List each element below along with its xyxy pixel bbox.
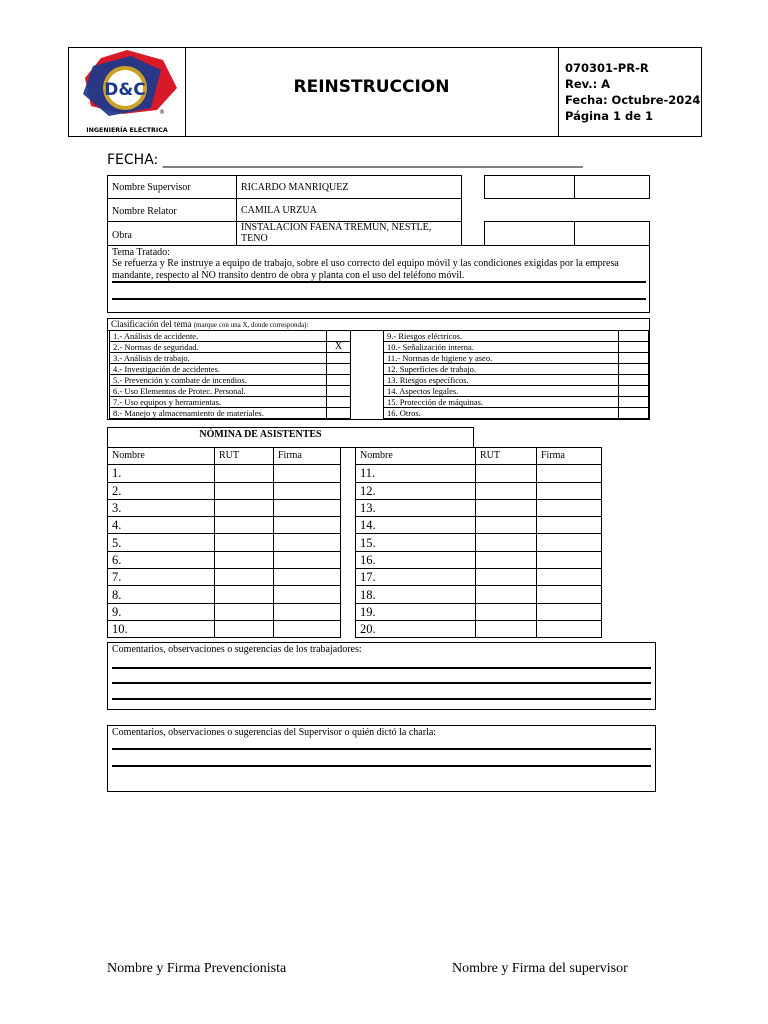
attendee-rut-cell[interactable] xyxy=(476,482,537,499)
attendee-firma-cell[interactable] xyxy=(537,620,602,637)
attendee-rut-cell[interactable] xyxy=(215,482,274,499)
attendee-firma-cell[interactable] xyxy=(274,586,341,603)
fecha-field[interactable]: FECHA: ____________________________________________________________ xyxy=(107,152,583,168)
attendee-firma-cell[interactable] xyxy=(537,551,602,568)
clasificacion-item-label: 8.- Manejo y almacenamiento de materiales. xyxy=(110,408,327,419)
attendee-row xyxy=(356,603,602,620)
relator-value: CAMILA URZUA xyxy=(241,205,317,216)
attendee-rut-cell[interactable] xyxy=(215,603,274,620)
attendee-firma-cell[interactable] xyxy=(537,534,602,551)
extra-field-1[interactable] xyxy=(484,175,575,199)
comentarios-supervisor-label: Comentarios, observaciones o sugerencias del Supervisor o quién dictó la charla: xyxy=(112,727,437,738)
relator-row xyxy=(107,198,462,222)
attendee-name-cell[interactable]: 11. xyxy=(356,465,476,482)
company-logo xyxy=(79,48,179,128)
attendee-firma-cell[interactable] xyxy=(274,551,341,568)
attendee-firma-cell[interactable] xyxy=(537,499,602,516)
clasificacion-item-checkbox[interactable] xyxy=(619,397,649,408)
obra-row xyxy=(107,221,462,246)
attendee-firma-cell[interactable] xyxy=(537,465,602,482)
clasificacion-row xyxy=(384,397,649,408)
clasificacion-item-checkbox[interactable] xyxy=(619,408,649,419)
clasificacion-item-checkbox[interactable] xyxy=(327,353,351,364)
attendee-firma-cell[interactable] xyxy=(274,517,341,534)
attendee-firma-cell[interactable] xyxy=(274,620,341,637)
col-rut: RUT xyxy=(215,448,274,465)
firma-supervisor: Nombre y Firma del supervisor xyxy=(452,961,628,976)
attendee-row xyxy=(108,482,341,499)
document-page: Página 1 de 1 xyxy=(565,109,654,123)
clasificacion-row xyxy=(110,331,351,342)
attendee-rut-cell[interactable] xyxy=(476,569,537,586)
attendee-row xyxy=(356,499,602,516)
supervisor-label: Nombre Supervisor xyxy=(112,182,191,193)
clasificacion-item-checkbox[interactable] xyxy=(619,386,649,397)
attendee-name-cell[interactable]: 1. xyxy=(108,465,215,482)
clasificacion-item-label: 15. Protección de máquinas. xyxy=(384,397,619,408)
attendee-name-cell[interactable]: 5. xyxy=(108,534,215,551)
attendee-rut-cell[interactable] xyxy=(215,551,274,568)
clasificacion-item-label: 9.- Riesgos eléctricos. xyxy=(384,331,619,342)
clasificacion-row xyxy=(384,386,649,397)
attendee-row xyxy=(356,465,602,482)
nomina-title-box xyxy=(107,427,474,448)
attendee-row xyxy=(108,569,341,586)
obra-divider xyxy=(236,222,237,245)
attendee-row xyxy=(356,517,602,534)
clasificacion-row xyxy=(110,375,351,386)
clasificacion-left-table xyxy=(109,330,351,419)
attendee-name-cell[interactable]: 17. xyxy=(356,569,476,586)
attendee-row xyxy=(108,534,341,551)
attendee-row xyxy=(108,499,341,516)
attendee-firma-cell[interactable] xyxy=(274,534,341,551)
attendee-name-cell[interactable]: 13. xyxy=(356,499,476,516)
document-header xyxy=(68,47,702,137)
attendee-row xyxy=(356,586,602,603)
clasificacion-item-checkbox[interactable] xyxy=(327,397,351,408)
attendee-row xyxy=(356,620,602,637)
attendee-rut-cell[interactable] xyxy=(476,551,537,568)
clasificacion-item-label: 6.- Uso Elementos de Protec. Personal. xyxy=(110,386,327,397)
clasificacion-item-checkbox[interactable] xyxy=(327,386,351,397)
comentarios-trabajadores-line-1 xyxy=(112,667,651,669)
attendee-rut-cell[interactable] xyxy=(215,534,274,551)
attendee-rut-cell[interactable] xyxy=(215,499,274,516)
attendee-firma-cell[interactable] xyxy=(537,569,602,586)
comentarios-supervisor-line-1 xyxy=(112,748,651,750)
clasificacion-row xyxy=(384,408,649,419)
attendee-name-cell[interactable]: 16. xyxy=(356,551,476,568)
comentarios-trabajadores-label: Comentarios, observaciones o sugerencias de los trabajadores: xyxy=(112,644,362,655)
attendee-name-cell[interactable]: 9. xyxy=(108,603,215,620)
clasificacion-item-label: 1.- Análisis de accidente. xyxy=(110,331,327,342)
comentarios-trabajadores-box[interactable] xyxy=(107,642,656,710)
attendee-rut-cell[interactable] xyxy=(476,603,537,620)
tema-tratado-box xyxy=(107,245,650,313)
relator-label: Nombre Relator xyxy=(112,206,177,217)
clasificacion-box xyxy=(107,318,650,420)
comentarios-supervisor-line-2 xyxy=(112,765,651,767)
clasificacion-item-checkbox[interactable] xyxy=(619,331,649,342)
attendees-header-row xyxy=(356,448,602,465)
attendee-name-cell[interactable]: 15. xyxy=(356,534,476,551)
clasificacion-row xyxy=(384,353,649,364)
clasificacion-item-label: 12. Superficies de trabajo. xyxy=(384,364,619,375)
relator-divider xyxy=(236,199,237,221)
attendee-row xyxy=(108,517,341,534)
clasificacion-item-checkbox[interactable] xyxy=(619,364,649,375)
col-nombre: Nombre xyxy=(108,448,215,465)
document-code: 070301-PR-R xyxy=(565,61,649,75)
col-firma: Firma xyxy=(537,448,602,465)
attendee-rut-cell[interactable] xyxy=(476,586,537,603)
attendee-rut-cell[interactable] xyxy=(215,465,274,482)
nomina-title: NÓMINA DE ASISTENTES xyxy=(199,429,322,440)
tema-text: Se refuerza y Re instruye a equipo de trabajo, sobre el uso correcto del equipo móvil y las condiciones exigidas por la empresa mandante, respecto al NO transito dentro de obra y planta con el uso del teléfono móvil. xyxy=(112,258,619,281)
attendee-name-cell[interactable]: 20. xyxy=(356,620,476,637)
attendee-firma-cell[interactable] xyxy=(537,586,602,603)
comentarios-supervisor-box[interactable] xyxy=(107,725,656,792)
clasificacion-item-checkbox[interactable] xyxy=(327,331,351,342)
attendees-table-left xyxy=(107,447,341,638)
attendee-firma-cell[interactable] xyxy=(274,465,341,482)
clasificacion-row xyxy=(384,342,649,353)
obra-value: INSTALACION FAENA TREMUN, NESTLE, TENO xyxy=(241,222,432,244)
tema-line-1 xyxy=(112,281,646,283)
document-revision: Rev.: A xyxy=(565,77,611,91)
clasificacion-item-label: 7.- Uso equipos y herramientas. xyxy=(110,397,327,408)
attendee-name-cell[interactable]: 12. xyxy=(356,482,476,499)
clasificacion-row xyxy=(110,342,351,353)
attendee-firma-cell[interactable] xyxy=(274,603,341,620)
attendee-firma-cell[interactable] xyxy=(537,603,602,620)
clasificacion-item-label: 10.- Señalización interna. xyxy=(384,342,619,353)
clasificacion-item-label: 14. Aspectos legales. xyxy=(384,386,619,397)
col-nombre: Nombre xyxy=(356,448,476,465)
attendee-firma-cell[interactable] xyxy=(274,569,341,586)
attendee-row xyxy=(356,569,602,586)
clasificacion-item-label: 4.- Investigación de accidentes. xyxy=(110,364,327,375)
attendee-name-cell[interactable]: 7. xyxy=(108,569,215,586)
attendee-rut-cell[interactable] xyxy=(215,586,274,603)
col-rut: RUT xyxy=(476,448,537,465)
clasificacion-row xyxy=(384,364,649,375)
firma-prevencionista: Nombre y Firma Prevencionista xyxy=(107,961,287,976)
logo-registered-mark: ® xyxy=(159,109,165,116)
clasificacion-note: (marque con una X, donde corresponda): xyxy=(193,321,309,329)
attendee-row xyxy=(108,586,341,603)
attendee-rut-cell[interactable] xyxy=(476,620,537,637)
attendees-table-right xyxy=(355,447,602,638)
comentarios-trabajadores-line-2 xyxy=(112,682,651,684)
logo-text: D&C xyxy=(104,80,146,100)
attendee-name-cell[interactable]: 3. xyxy=(108,499,215,516)
attendee-rut-cell[interactable] xyxy=(476,534,537,551)
comentarios-trabajadores-line-3 xyxy=(112,698,651,700)
attendee-rut-cell[interactable] xyxy=(476,499,537,516)
clasificacion-row xyxy=(384,331,649,342)
tema-line-2 xyxy=(112,298,646,300)
supervisor-row xyxy=(107,175,462,199)
attendee-rut-cell[interactable] xyxy=(215,620,274,637)
clasificacion-right-table xyxy=(383,330,649,419)
clasificacion-row xyxy=(384,375,649,386)
clasificacion-item-checkbox[interactable] xyxy=(327,408,351,419)
attendee-rut-cell[interactable] xyxy=(476,465,537,482)
attendee-row xyxy=(356,482,602,499)
attendee-firma-cell[interactable] xyxy=(274,482,341,499)
attendee-rut-cell[interactable] xyxy=(476,517,537,534)
attendee-name-cell[interactable]: 8. xyxy=(108,586,215,603)
attendee-row xyxy=(356,551,602,568)
clasificacion-row xyxy=(110,397,351,408)
document-date: Fecha: Octubre-2024 xyxy=(565,93,701,107)
clasificacion-item-label: 11.- Normas de higiene y aseo. xyxy=(384,353,619,364)
clasificacion-item-checkbox[interactable] xyxy=(619,342,649,353)
attendees-header-row xyxy=(108,448,341,465)
attendee-row xyxy=(108,603,341,620)
clasificacion-item-checkbox[interactable]: X xyxy=(327,342,351,353)
attendee-firma-cell[interactable] xyxy=(274,499,341,516)
attendee-name-cell[interactable]: 19. xyxy=(356,603,476,620)
clasificacion-title: Clasificación del tema xyxy=(111,319,192,329)
attendee-firma-cell[interactable] xyxy=(537,482,602,499)
document-title: REINSTRUCCION xyxy=(293,77,450,97)
logo-caption: INGENIERÍA ELÉCTRICA xyxy=(86,127,168,134)
clasificacion-row xyxy=(110,353,351,364)
attendee-name-cell[interactable]: 2. xyxy=(108,482,215,499)
clasificacion-item-label: 13. Riesgos específicos. xyxy=(384,375,619,386)
clasificacion-item-checkbox[interactable] xyxy=(327,375,351,386)
clasificacion-item-label: 2.- Normas de seguridad. xyxy=(110,342,327,353)
supervisor-divider xyxy=(236,176,237,198)
attendee-firma-cell[interactable] xyxy=(537,517,602,534)
clasificacion-item-checkbox[interactable] xyxy=(327,364,351,375)
extra-field-3[interactable] xyxy=(484,221,575,246)
tema-label: Tema Tratado: xyxy=(112,247,170,258)
attendee-name-cell[interactable]: 10. xyxy=(108,620,215,637)
attendee-rut-cell[interactable] xyxy=(215,569,274,586)
obra-label: Obra xyxy=(112,230,132,241)
attendee-row xyxy=(356,534,602,551)
col-firma: Firma xyxy=(274,448,341,465)
logo-cell xyxy=(69,48,186,136)
attendee-name-cell[interactable]: 6. xyxy=(108,551,215,568)
extra-field-2[interactable] xyxy=(574,175,650,199)
attendee-rut-cell[interactable] xyxy=(215,517,274,534)
clasificacion-row xyxy=(110,386,351,397)
clasificacion-item-label: 16. Otros. xyxy=(384,408,619,419)
clasificacion-item-checkbox[interactable] xyxy=(619,375,649,386)
clasificacion-row xyxy=(110,408,351,419)
attendee-row xyxy=(108,620,341,637)
document-meta xyxy=(558,48,701,136)
attendee-name-cell[interactable]: 18. xyxy=(356,586,476,603)
clasificacion-item-label: 5.- Prevención y combate de incendios. xyxy=(110,375,327,386)
clasificacion-item-label: 3.- Análisis de trabajo. xyxy=(110,353,327,364)
supervisor-value: RICARDO MANRIQUEZ xyxy=(241,182,349,193)
clasificacion-item-checkbox[interactable] xyxy=(619,353,649,364)
clasificacion-row xyxy=(110,364,351,375)
attendee-name-cell[interactable]: 14. xyxy=(356,517,476,534)
extra-field-4[interactable] xyxy=(574,221,650,246)
attendee-row xyxy=(108,465,341,482)
attendee-name-cell[interactable]: 4. xyxy=(108,517,215,534)
attendee-row xyxy=(108,551,341,568)
